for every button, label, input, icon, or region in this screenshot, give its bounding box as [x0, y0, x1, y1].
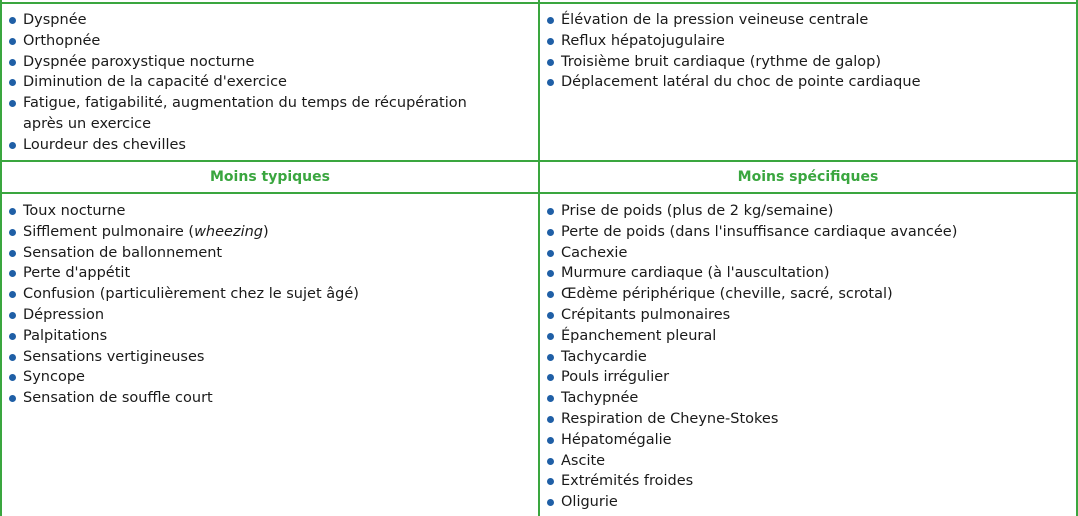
list-item: Murmure cardiaque (à l'auscultation) — [547, 263, 957, 284]
list-item-line-1: Fatigue, fatigabilité, augmentation du temps de récupération — [23, 95, 467, 112]
list-item: Troisième bruit cardiaque (rythme de galop) — [547, 52, 921, 73]
center-divider — [538, 0, 540, 516]
specific-signs-list — [547, 10, 921, 93]
header-divider — [0, 192, 1078, 194]
left-border — [0, 0, 2, 516]
less-typical-cell — [9, 201, 359, 409]
top-rule — [0, 2, 1078, 4]
list-item: Extrémités froides — [547, 471, 957, 492]
list-item: Crépitants pulmonaires — [547, 305, 957, 326]
list-item-text: Sifflement pulmonaire ( — [23, 223, 195, 240]
list-item: Palpitations — [9, 326, 359, 347]
list-item-line-2: après un exercice — [23, 115, 152, 132]
list-item: Orthopnée — [9, 31, 467, 52]
list-item — [9, 222, 359, 243]
list-item: Sensations vertigineuses — [9, 347, 359, 368]
list-item: Ascite — [547, 451, 957, 472]
list-item: Dyspnée — [9, 10, 467, 31]
list-item: Diminution de la capacité d'exercice — [9, 72, 467, 93]
list-item: Tachycardie — [547, 347, 957, 368]
list-item: Sensation de ballonnement — [9, 243, 359, 264]
list-item: Œdème périphérique (cheville, sacré, scrotal) — [547, 284, 957, 305]
list-item: Sensation de souffle court — [9, 388, 359, 409]
typical-symptoms-list — [9, 10, 467, 156]
less-specific-cell — [547, 201, 957, 513]
less-specific-header: Moins spécifiques — [737, 169, 879, 185]
list-item: Perte d'appétit — [9, 263, 359, 284]
list-item: Hépatomégalie — [547, 430, 957, 451]
list-item: Dépression — [9, 305, 359, 326]
list-item: Confusion (particulièrement chez le sujet âgé) — [9, 284, 359, 305]
list-item — [9, 93, 467, 135]
list-item: Perte de poids (dans l'insuffisance cardiaque avancée) — [547, 222, 957, 243]
less-specific-list — [547, 201, 957, 513]
list-item: Élévation de la pression veineuse centrale — [547, 10, 921, 31]
specific-signs-cell — [547, 10, 921, 93]
list-item: Pouls irrégulier — [547, 367, 957, 388]
list-item: Épanchement pleural — [547, 326, 957, 347]
list-item: Respiration de Cheyne-Stokes — [547, 409, 957, 430]
list-item: Déplacement latéral du choc de pointe cardiaque — [547, 72, 921, 93]
list-item: Cachexie — [547, 243, 957, 264]
typical-symptoms-cell — [9, 10, 467, 156]
list-item: Prise de poids (plus de 2 kg/semaine) — [547, 201, 957, 222]
less-typical-header: Moins typiques — [210, 169, 330, 185]
list-item: Reflux hépatojugulaire — [547, 31, 921, 52]
less-typical-list — [9, 201, 359, 409]
list-item: Syncope — [9, 367, 359, 388]
list-item: Tachypnée — [547, 388, 957, 409]
list-item: Toux nocturne — [9, 201, 359, 222]
list-item-text: ) — [263, 223, 269, 240]
list-item: Dyspnée paroxystique nocturne — [9, 52, 467, 73]
list-item: Lourdeur des chevilles — [9, 135, 467, 156]
list-item-italic: wheezing — [194, 223, 263, 240]
list-item: Oligurie — [547, 492, 957, 513]
